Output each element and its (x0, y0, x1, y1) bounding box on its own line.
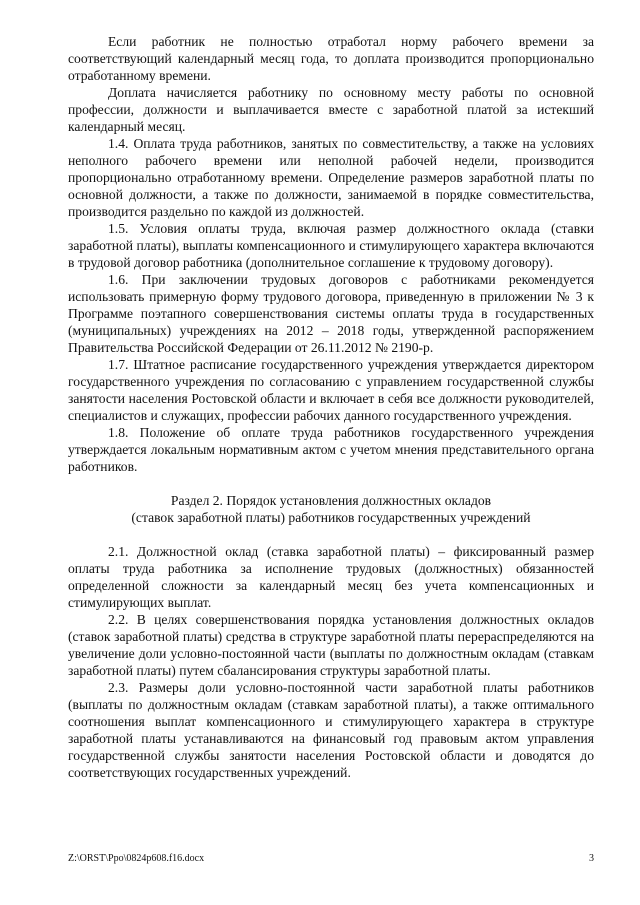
section-heading-line1: Раздел 2. Порядок установления должностных окладов (170, 493, 492, 508)
paragraph: Доплата начисляется работнику по основному месту работы по основной профессии, должности и выплачивается вместе с заработной платой за истекший календарный месяц. (68, 85, 594, 134)
page-footer (68, 853, 594, 864)
paragraph-1-5: 1.5. Условия оплаты труда, включая размер должностного оклада (ставки заработной платы), выплаты компенсационного и стимулирующего характера включаются в трудовой договор работника (дополнительное соглашение к трудовому договору). (68, 221, 594, 270)
document-body (68, 33, 594, 781)
paragraph-1-4: 1.4. Оплата труда работников, занятых по совместительству, а также на условиях неполного рабочего времени или неполной рабочей недели, производится пропорционально отработанному времени. Определение размеров заработной платы по основной должности, а также по должности, занимаемой в порядке совместительства, производится раздельно по каждой из должностей. (68, 136, 594, 219)
footer-file-path: Z:\ORST\Ppo\0824p608.f16.docx (68, 853, 205, 864)
paragraph-1-7: 1.7. Штатное расписание государственного учреждения утверждается директором государственного учреждения по согласованию с управлением государственной службы занятости населения Ростовской области и включает в себя все должности руководителей, специалистов и служащих, профессии рабочих данного государственного учреждения. (68, 357, 594, 423)
paragraph-2-2: 2.2. В целях совершенствования порядка установления должностных окладов (ставок заработной платы) средства в структуре заработной платы перераспределяются на увеличение доли условно-постоянной части (выплаты по должностным окладам (ставкам заработной платы) путем сбалансирования структуры заработной платы. (68, 612, 594, 678)
paragraph-1-6: 1.6. При заключении трудовых договоров с работниками рекомендуется использовать примерную форму трудового договора, приведенную в приложении № 3 к Программе поэтапного совершенствования системы оплаты труда в государственных (муниципальных) учреждениях на 2012 – 2018 годы, утвержденной распоряжением Правительства Российской Федерации от 26.11.2012 № 2190-р. (68, 272, 594, 355)
paragraph-1-8: 1.8. Положение об оплате труда работников государственного учреждения утверждается локальным нормативным актом с учетом мнения представительного органа работников. (68, 425, 594, 474)
section-heading-line2: (ставок заработной платы) работников государственных учреждений (131, 510, 531, 525)
spacer (68, 475, 594, 492)
paragraph: Если работник не полностью отработал норму рабочего времени за соответствующий календарный месяц года, то доплата производится пропорционально отработанному времени. (68, 34, 594, 83)
footer-page-number: 3 (589, 853, 594, 864)
paragraph-2-1: 2.1. Должностной оклад (ставка заработной платы) – фиксированный размер оплаты труда работника за исполнение трудовых (должностных) обязанностей определенной сложности за календарный месяц без учета компенсационных и стимулирующих выплат. (68, 544, 594, 610)
spacer (68, 526, 594, 543)
paragraph-2-3: 2.3. Размеры доли условно-постоянной части заработной платы работников (выплаты по должностным окладам (ставкам заработной платы), а также оптимального соотношения выплат компенсационного и стимулирующего характера в структуре заработной платы устанавливаются на финансовый год правовым актом управления государственной службы занятости населения Ростовской области и доводятся до соответствующих государственных учреждений. (68, 680, 594, 780)
